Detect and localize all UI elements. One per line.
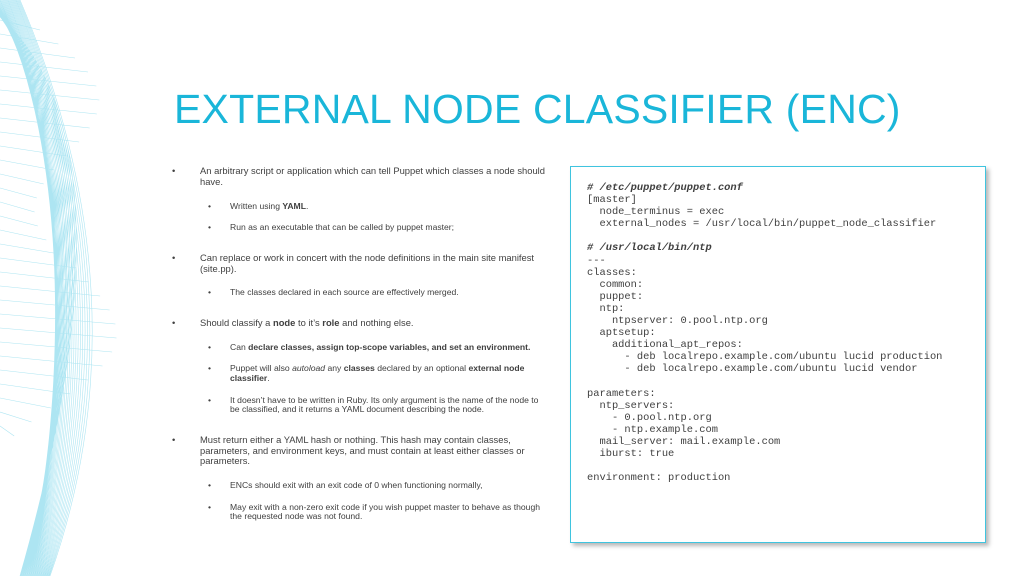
sub-bullet-text: Can (230, 341, 249, 352)
sub-bullet-item (170, 202, 550, 212)
bullet-dot-icon: • (172, 433, 176, 445)
sub-bullet-text: The classes declared in each source are effectively merged. (230, 287, 459, 298)
sub-bullet-text: Puppet will also (230, 363, 293, 374)
sub-bullet-text: any (325, 363, 344, 374)
sub-bullet-text: Written using (230, 200, 283, 211)
sub-bullet-item (170, 364, 550, 383)
keyword-yaml: YAML (282, 200, 306, 211)
keyword-classes: classes (343, 363, 375, 374)
bullet-text: to it’s (295, 316, 323, 328)
bullet-dot-icon: • (208, 501, 212, 512)
sub-bullet-text: declared by an optional (374, 363, 469, 374)
code-example-box (570, 166, 986, 543)
slide-title: EXTERNAL NODE CLASSIFIER (ENC) (174, 86, 901, 132)
keyword-enc: external node classifier (230, 363, 525, 383)
bullet-text: and nothing else. (339, 316, 414, 328)
code-puppet-conf: [master] node_terminus = exec external_nodes = /usr/local/bin/puppet_node_classifier (587, 194, 937, 231)
bullet-dot-icon: • (208, 287, 212, 298)
sub-bullet-item (170, 223, 550, 233)
bullet-item (170, 318, 550, 329)
sub-bullet-text: It doesn’t have to be written in Ruby. Its only argument is the name of the node to be classified, and it returns a YAML document describing the node. (230, 394, 539, 415)
sub-bullet-text: . (305, 200, 309, 211)
bullet-text: An arbitrary script or application which can tell Puppet which classes a node should have. (200, 165, 545, 187)
sub-bullet-item (170, 343, 550, 353)
code-comment-puppet-conf: # /etc/puppet/puppet.conf (587, 182, 743, 194)
bullet-item (170, 435, 550, 467)
bullet-item (170, 253, 550, 275)
keyword-node: node (272, 316, 296, 328)
bold-phrase: declare classes, assign top-scope variables, and set an environment. (248, 341, 531, 352)
code-block (587, 182, 942, 484)
bullet-dot-icon: • (208, 363, 212, 374)
sub-bullet-text: ENCs should exit with an exit code of 0 when functioning normally, (230, 480, 483, 491)
sub-bullet-text: . (267, 372, 270, 383)
bullet-dot-icon: • (208, 200, 212, 211)
code-ntp-yaml: --- classes: common: puppet: ntp: ntpserver: 0.pool.ntp.org aptsetup: additional_apt_repos: - deb localrepo.example.com/ubuntu lucid production - deb localrepo.example.com/ubuntu lucid vendor parameters: ntp_servers: - 0.pool.ntp.org - ntp.example.com mail_server: mail.example.com iburst: true environment: production (587, 254, 943, 485)
wireframe-lines (0, 0, 117, 576)
bullet-list (170, 166, 550, 534)
bullet-dot-icon: • (172, 316, 176, 328)
bullet-text: Should classify a (200, 316, 273, 328)
bullet-item (170, 166, 550, 188)
bullet-dot-icon: • (208, 222, 212, 233)
sub-bullet-item (170, 481, 550, 491)
bullet-dot-icon: • (172, 165, 176, 176)
bullet-dot-icon: • (208, 394, 212, 405)
bullet-text: Can replace or work in concert with the node definitions in the main site manifest (site.pp). (200, 251, 535, 274)
code-comment-ntp: # /usr/local/bin/ntp (587, 242, 712, 255)
sub-bullet-text: May exit with a non-zero exit code if you wish puppet master to behave as though the requested node was not found. (230, 501, 541, 522)
bullet-dot-icon: • (172, 251, 176, 263)
sub-bullet-item (170, 503, 550, 522)
bullet-text: Must return either a YAML hash or nothing. This hash may contain classes, parameters, and environment keys, and must contain at least either classes or parameters. (200, 433, 525, 467)
bullet-dot-icon: • (208, 480, 212, 491)
sub-bullet-text: Run as an executable that can be called by puppet master; (230, 222, 455, 233)
bullet-dot-icon: • (208, 341, 212, 352)
keyword-role: role (322, 316, 340, 328)
sub-bullet-item (170, 288, 550, 298)
wireframe-decoration (0, 0, 190, 576)
sub-bullet-item (170, 396, 550, 415)
italic-autoload: autoload (292, 363, 326, 374)
